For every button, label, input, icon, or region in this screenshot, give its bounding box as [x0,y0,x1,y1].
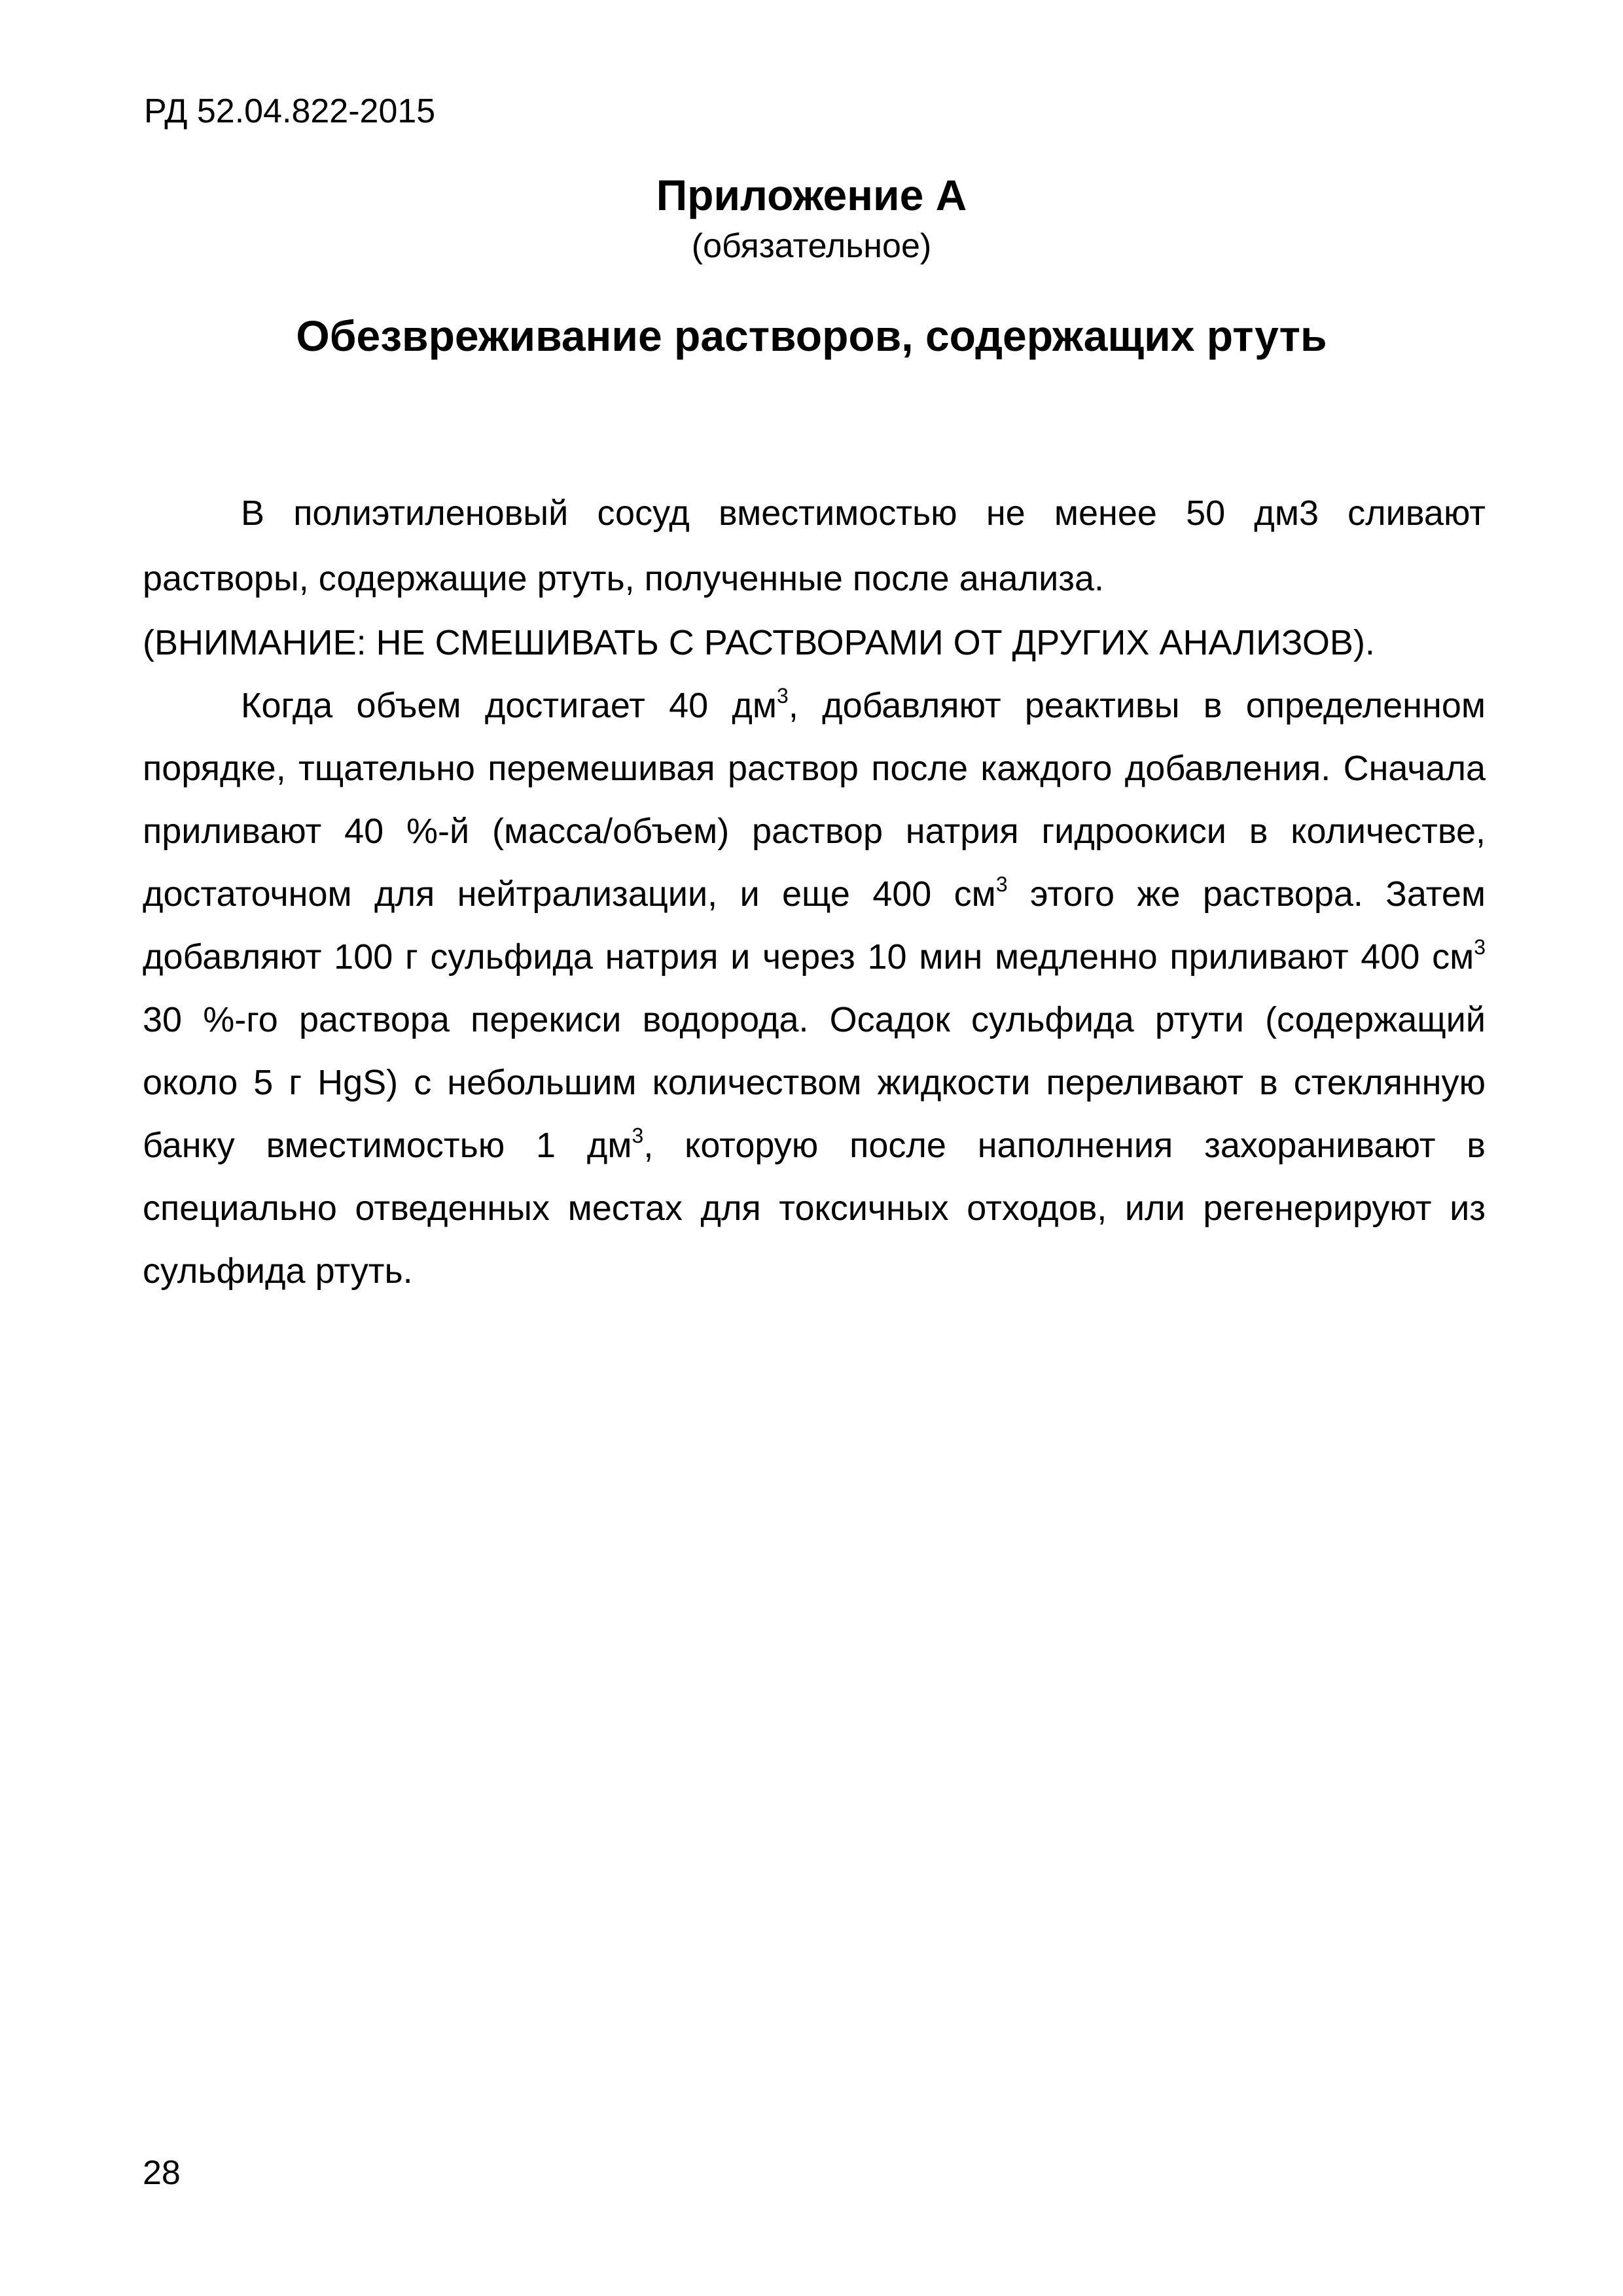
document-code: РД 52.04.822-2015 [144,92,436,130]
procedure-text-5: , которую после наполнения захоранивают в специально отведенных местах для токсичных отходов, или регенерируют из сульфида ртуть. [143,1126,1486,1291]
superscript-3: 3 [995,872,1008,896]
procedure-text-2: , добавляют реактивы в определенном порядке, тщательно перемешивая раствор после каждого добавления. Сначала приливают 40 %-й (масса/объем) раствор натрия гидроокиси в количестве, достаточном для нейтрализации, и еще 400 см [143,686,1486,914]
appendix-status: (обязательное) [691,227,932,265]
page-number: 28 [143,2154,181,2192]
superscript-3: 3 [632,1124,644,1147]
paragraph-intro: В полиэтиленовый сосуд вместимостью не менее 50 дм3 сливают растворы, содержащие ртуть, полученные после анализа. [143,493,1486,598]
body-text [143,480,1486,1302]
superscript-3: 3 [777,684,789,708]
procedure-text-3: этого же раствора. Затем добавляют 100 г сульфида натрия и через 10 мин медленно приливают 400 см [143,874,1486,977]
paragraph-procedure [143,674,1486,1302]
warning-text: (ВНИМАНИЕ: НЕ СМЕШИВАТЬ С РАСТВОРАМИ ОТ ДРУГИХ АНАЛИЗОВ). [143,623,1375,662]
procedure-text-1: Когда объем достигает 40 дм [241,686,777,725]
procedure-text-4: 30 %-го раствора перекиси водорода. Осадок сульфида ртути (содержащий около 5 г HgS) с небольшим количеством жидкости переливают в стеклянную банку вместимостью 1 дм [143,1000,1486,1165]
superscript-3: 3 [1474,935,1486,959]
section-title: Обезвреживание растворов, содержащих ртуть [296,312,1327,360]
appendix-title: Приложение А [656,171,967,219]
